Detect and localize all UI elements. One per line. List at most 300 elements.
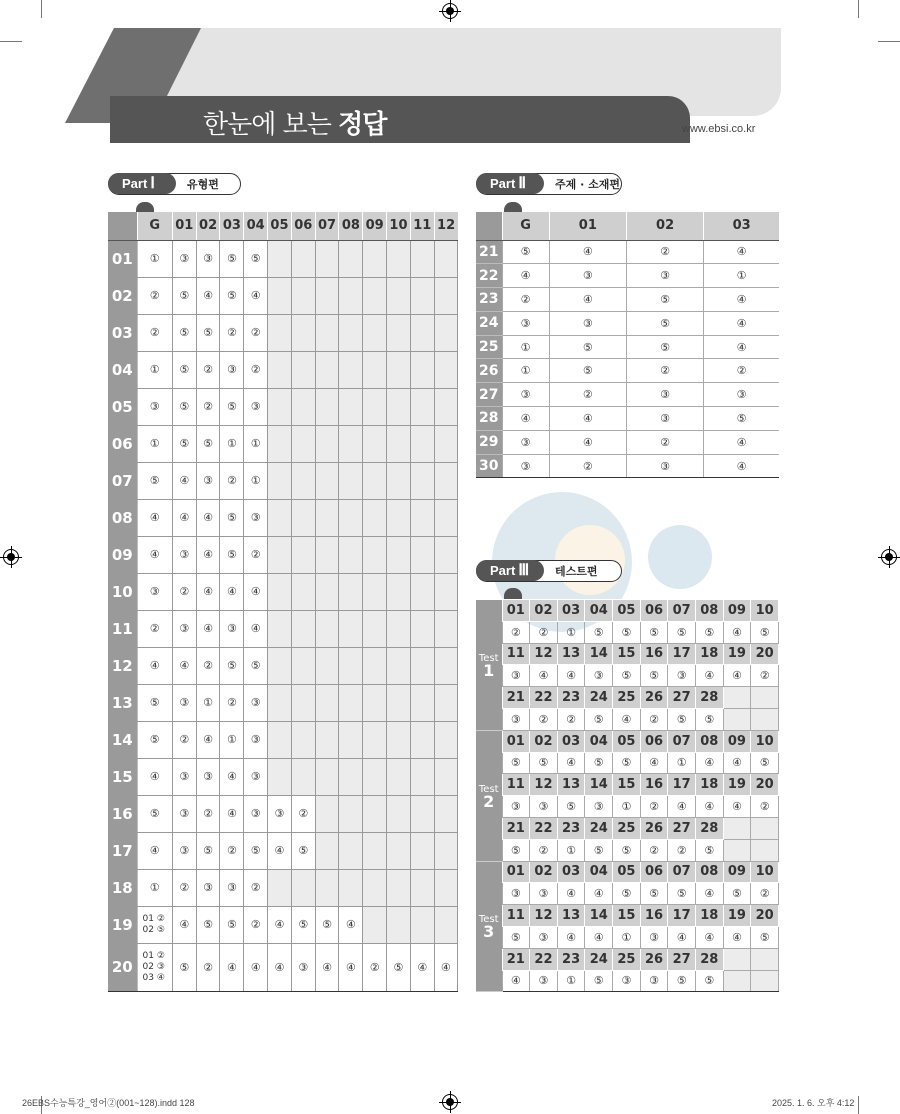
answer-cell xyxy=(434,906,457,943)
crop-mark xyxy=(858,1096,859,1114)
table-row xyxy=(476,839,779,861)
answer-cell xyxy=(291,758,315,795)
question-number: 16 xyxy=(640,643,668,665)
answer-cell: ③ xyxy=(196,462,220,499)
answer-cell: ⑤ xyxy=(613,621,641,643)
answer-cell xyxy=(268,610,292,647)
answer-cell xyxy=(339,536,363,573)
table-row xyxy=(476,861,779,883)
answer-cell: ③ xyxy=(640,926,668,948)
answer-cell xyxy=(410,832,434,869)
question-number: 10 xyxy=(751,730,779,752)
answer-cell xyxy=(387,684,411,721)
answer-cell xyxy=(434,388,457,425)
answer-cell xyxy=(339,462,363,499)
answer-cell xyxy=(339,499,363,536)
question-number: 24 xyxy=(585,817,613,839)
answer-cell: ④ xyxy=(530,665,558,687)
answer-cell: ④ xyxy=(196,499,220,536)
answer-cell: ③ xyxy=(244,721,268,758)
answer-cell xyxy=(410,610,434,647)
answer-cell xyxy=(339,351,363,388)
question-number: 16 xyxy=(640,774,668,796)
answer-cell xyxy=(268,240,292,277)
answer-cell xyxy=(363,425,387,462)
column-header: 10 xyxy=(387,212,411,240)
answer-cell: ④ xyxy=(585,883,613,905)
answer-cell: ④ xyxy=(339,906,363,943)
answer-cell xyxy=(363,906,387,943)
table-row xyxy=(108,795,458,832)
answer-cell: ⑤ xyxy=(585,839,613,861)
question-number: 20 xyxy=(751,774,779,796)
question-number: 03 xyxy=(557,730,585,752)
answer-cell xyxy=(434,240,457,277)
registration-mark-icon xyxy=(881,549,897,565)
banner-title-tab xyxy=(110,96,690,143)
answer-cell: ⑤ xyxy=(220,906,244,943)
answer-cell: ① xyxy=(220,425,244,462)
question-number: 21 xyxy=(502,687,530,709)
answer-cell: ① xyxy=(613,796,641,818)
table-row xyxy=(108,610,458,647)
table-row xyxy=(476,687,779,709)
answer-cell: ⑤ xyxy=(291,832,315,869)
answer-cell: ⑤ xyxy=(387,943,411,991)
answer-cell xyxy=(268,314,292,351)
question-number: 16 xyxy=(640,905,668,927)
answer-cell xyxy=(751,839,779,861)
row-header: 27 xyxy=(476,383,502,407)
answer-cell: ④ xyxy=(695,796,723,818)
row-header: 08 xyxy=(108,499,137,536)
answer-cell xyxy=(315,240,339,277)
question-number: 12 xyxy=(530,905,558,927)
answer-cell: ③ xyxy=(172,795,196,832)
answer-cell: ③ xyxy=(268,795,292,832)
answer-cell: ④ xyxy=(244,573,268,610)
answer-cell: ④ xyxy=(137,536,172,573)
column-header: 06 xyxy=(291,212,315,240)
answer-cell xyxy=(315,869,339,906)
answer-cell: ⑤ xyxy=(668,883,696,905)
question-number: 21 xyxy=(502,817,530,839)
answer-cell: ④ xyxy=(196,721,220,758)
answer-cell xyxy=(268,684,292,721)
answer-cell xyxy=(291,647,315,684)
answer-cell: ① xyxy=(137,351,172,388)
answer-cell xyxy=(434,721,457,758)
answer-cell: ③ xyxy=(613,970,641,992)
answer-line: 02 ⑤ xyxy=(142,924,165,935)
answer-cell xyxy=(137,906,172,943)
answer-cell xyxy=(291,240,315,277)
answer-cell: ② xyxy=(640,796,668,818)
question-number: 20 xyxy=(751,643,779,665)
question-number: 19 xyxy=(723,643,751,665)
question-number: 23 xyxy=(557,948,585,970)
answer-cell: ① xyxy=(220,721,244,758)
question-number: 05 xyxy=(613,600,641,622)
answer-cell xyxy=(410,462,434,499)
table-row xyxy=(108,388,458,425)
question-number: 28 xyxy=(695,817,723,839)
answer-cell: ⑤ xyxy=(751,621,779,643)
answer-cell xyxy=(387,795,411,832)
row-header: 29 xyxy=(476,430,502,454)
answer-cell: ④ xyxy=(244,277,268,314)
answer-cell: ② xyxy=(549,383,626,407)
answer-cell xyxy=(363,351,387,388)
answer-cell: ③ xyxy=(172,832,196,869)
answer-cell: ② xyxy=(172,869,196,906)
column-header: 08 xyxy=(339,212,363,240)
table-row xyxy=(476,948,779,970)
table-row xyxy=(476,643,779,665)
row-header: 05 xyxy=(108,388,137,425)
column-header: G xyxy=(137,212,172,240)
answer-cell xyxy=(268,758,292,795)
answer-cell: ③ xyxy=(502,883,530,905)
question-number: 11 xyxy=(502,905,530,927)
answer-cell xyxy=(410,314,434,351)
crop-mark xyxy=(0,41,22,42)
page-title: 한눈에 보는 정답 xyxy=(203,110,387,140)
answer-cell xyxy=(410,425,434,462)
answer-cell: ⑤ xyxy=(613,665,641,687)
registration-mark-icon xyxy=(442,1094,458,1110)
answer-cell xyxy=(339,573,363,610)
answer-cell xyxy=(434,351,457,388)
column-header: 02 xyxy=(196,212,220,240)
question-number: 26 xyxy=(640,817,668,839)
question-number: 22 xyxy=(530,817,558,839)
column-header: 01 xyxy=(172,212,196,240)
answer-cell: ③ xyxy=(502,796,530,818)
answer-cell: ⑤ xyxy=(502,752,530,774)
question-number: 18 xyxy=(695,774,723,796)
answer-cell xyxy=(315,684,339,721)
answer-cell: ② xyxy=(172,721,196,758)
answer-cell: ⑤ xyxy=(626,288,703,312)
answer-cell: ② xyxy=(196,795,220,832)
row-header: 30 xyxy=(476,454,502,478)
answer-cell xyxy=(434,795,457,832)
answer-cell: ⑤ xyxy=(668,708,696,730)
answer-cell: ⑤ xyxy=(626,311,703,335)
answer-cell: ④ xyxy=(196,277,220,314)
answer-cell: ④ xyxy=(137,832,172,869)
answer-cell xyxy=(291,314,315,351)
answer-cell xyxy=(387,869,411,906)
answer-cell: ④ xyxy=(695,665,723,687)
answer-cell: ⑤ xyxy=(220,536,244,573)
table-row xyxy=(476,383,779,407)
answer-cell: ② xyxy=(530,621,558,643)
answer-cell xyxy=(339,869,363,906)
table-row xyxy=(476,817,779,839)
answer-cell: ⑤ xyxy=(315,906,339,943)
answer-cell xyxy=(363,499,387,536)
answer-cell: ④ xyxy=(704,311,779,335)
answer-cell xyxy=(339,721,363,758)
question-number: 28 xyxy=(695,687,723,709)
question-number: 17 xyxy=(668,774,696,796)
answer-cell: ③ xyxy=(585,796,613,818)
question-number: 25 xyxy=(613,817,641,839)
answer-cell: ⑤ xyxy=(244,647,268,684)
answer-cell: ④ xyxy=(220,943,244,991)
test-number: 3 xyxy=(483,922,495,942)
row-header: 09 xyxy=(108,536,137,573)
row-header: 23 xyxy=(476,288,502,312)
row-header: 16 xyxy=(108,795,137,832)
answer-cell xyxy=(339,388,363,425)
table-row xyxy=(476,359,779,383)
question-number: 13 xyxy=(557,774,585,796)
question-number xyxy=(751,687,779,709)
answer-cell: ⑤ xyxy=(695,839,723,861)
answer-cell xyxy=(291,684,315,721)
question-number: 22 xyxy=(530,687,558,709)
question-number: 08 xyxy=(695,730,723,752)
answer-cell xyxy=(410,721,434,758)
answer-cell: ④ xyxy=(723,926,751,948)
answer-cell xyxy=(268,536,292,573)
question-number: 05 xyxy=(613,730,641,752)
answer-cell: ④ xyxy=(549,430,626,454)
answer-line: 01 ② xyxy=(142,950,165,961)
answer-cell xyxy=(315,499,339,536)
answer-cell xyxy=(339,314,363,351)
table-row xyxy=(476,905,779,927)
answer-cell: ① xyxy=(244,425,268,462)
answer-cell: ② xyxy=(196,647,220,684)
answer-cell: ⑤ xyxy=(613,752,641,774)
table-row xyxy=(476,600,779,622)
answer-cell xyxy=(410,906,434,943)
row-header: 14 xyxy=(108,721,137,758)
answer-cell: ③ xyxy=(502,311,549,335)
answer-cell: ② xyxy=(502,621,530,643)
question-number: 11 xyxy=(502,774,530,796)
column-header: 02 xyxy=(626,212,703,240)
column-header: 07 xyxy=(315,212,339,240)
question-number: 02 xyxy=(530,730,558,752)
answer-cell: ⑤ xyxy=(137,684,172,721)
answer-cell: ② xyxy=(291,795,315,832)
answer-cell xyxy=(410,795,434,832)
decorative-circle xyxy=(648,525,712,589)
table-row xyxy=(476,264,779,288)
answer-cell: ③ xyxy=(502,708,530,730)
answer-cell xyxy=(339,684,363,721)
answer-cell xyxy=(387,832,411,869)
answer-cell: ④ xyxy=(695,926,723,948)
row-header: 25 xyxy=(476,335,502,359)
answer-cell: ③ xyxy=(502,430,549,454)
answer-cell xyxy=(387,462,411,499)
table-row xyxy=(108,351,458,388)
answer-cell xyxy=(363,573,387,610)
question-number: 26 xyxy=(640,948,668,970)
answer-cell xyxy=(291,462,315,499)
table-row xyxy=(108,277,458,314)
test-word: Test xyxy=(478,783,499,795)
answer-cell xyxy=(434,462,457,499)
question-number: 07 xyxy=(668,861,696,883)
answer-cell: ② xyxy=(530,839,558,861)
question-number xyxy=(751,817,779,839)
table-row xyxy=(108,462,458,499)
answer-cell xyxy=(363,721,387,758)
crop-mark xyxy=(858,0,859,18)
answer-cell xyxy=(363,536,387,573)
test-label xyxy=(476,730,502,861)
answer-cell: ③ xyxy=(640,970,668,992)
footer-file-info: 26EBS수능특강_영어②(001~128).indd 128 xyxy=(22,1098,195,1108)
answer-cell: ③ xyxy=(530,796,558,818)
answer-cell: ① xyxy=(137,869,172,906)
answer-cell: ② xyxy=(751,796,779,818)
answer-cell xyxy=(339,240,363,277)
answer-cell xyxy=(434,832,457,869)
question-number xyxy=(723,817,751,839)
answer-cell: ④ xyxy=(196,536,220,573)
answer-cell: ⑤ xyxy=(220,277,244,314)
answer-cell xyxy=(363,277,387,314)
row-header: 03 xyxy=(108,314,137,351)
registration-mark-icon xyxy=(3,549,19,565)
answer-cell: ④ xyxy=(268,832,292,869)
table-row xyxy=(476,240,779,264)
question-number: 13 xyxy=(557,905,585,927)
row-header: 10 xyxy=(108,573,137,610)
table-row xyxy=(108,721,458,758)
footer-timestamp: 2025. 1. 6. 오후 4:12 xyxy=(772,1098,855,1108)
answer-cell: ④ xyxy=(668,926,696,948)
answer-cell: ③ xyxy=(244,684,268,721)
answer-cell xyxy=(315,277,339,314)
answer-cell xyxy=(410,499,434,536)
answer-cell: ④ xyxy=(695,752,723,774)
question-number: 27 xyxy=(668,948,696,970)
question-number: 23 xyxy=(557,817,585,839)
question-number: 06 xyxy=(640,861,668,883)
table-row xyxy=(476,926,779,948)
row-header: 19 xyxy=(108,906,137,943)
answer-cell xyxy=(434,684,457,721)
answer-cell xyxy=(363,462,387,499)
answer-cell: ① xyxy=(613,926,641,948)
question-number: 01 xyxy=(502,600,530,622)
question-number: 20 xyxy=(751,905,779,927)
question-number: 19 xyxy=(723,905,751,927)
table-row xyxy=(108,906,458,943)
answer-cell: ④ xyxy=(220,758,244,795)
answer-cell xyxy=(434,647,457,684)
answer-cell: ⑤ xyxy=(557,796,585,818)
answer-cell: ⑤ xyxy=(613,883,641,905)
answer-cell xyxy=(268,388,292,425)
answer-cell xyxy=(387,499,411,536)
question-number: 18 xyxy=(695,643,723,665)
answer-cell: ① xyxy=(502,359,549,383)
row-header: 21 xyxy=(476,240,502,264)
answer-cell: ③ xyxy=(220,869,244,906)
answer-cell: ⑤ xyxy=(196,906,220,943)
answer-cell xyxy=(268,721,292,758)
answer-cell xyxy=(339,795,363,832)
answer-cell: ③ xyxy=(291,943,315,991)
answer-cell: ① xyxy=(557,839,585,861)
answer-cell xyxy=(410,869,434,906)
part2-label: Part Ⅱ 주제 · 소재편 xyxy=(476,173,622,195)
answer-cell xyxy=(387,758,411,795)
answer-cell xyxy=(268,869,292,906)
answer-cell xyxy=(387,388,411,425)
answer-cell: ① xyxy=(137,425,172,462)
answer-cell: ④ xyxy=(557,665,585,687)
answer-cell: ④ xyxy=(339,943,363,991)
answer-cell xyxy=(434,758,457,795)
question-number: 19 xyxy=(723,774,751,796)
answer-cell: ① xyxy=(502,335,549,359)
answer-cell: ④ xyxy=(502,970,530,992)
answer-cell: ③ xyxy=(530,883,558,905)
answer-cell: ⑤ xyxy=(640,883,668,905)
answer-cell xyxy=(410,388,434,425)
answer-cell xyxy=(723,970,751,992)
answer-cell: ② xyxy=(704,359,779,383)
question-number: 03 xyxy=(557,600,585,622)
answer-cell xyxy=(315,647,339,684)
answer-cell: ⑤ xyxy=(220,647,244,684)
site-url: www.ebsi.co.kr xyxy=(682,123,756,135)
answer-cell xyxy=(723,708,751,730)
table-row xyxy=(476,730,779,752)
answer-cell: ⑤ xyxy=(137,721,172,758)
question-number: 28 xyxy=(695,948,723,970)
answer-cell: ④ xyxy=(549,407,626,431)
answer-cell xyxy=(137,943,172,991)
answer-cell xyxy=(315,795,339,832)
answer-cell: ④ xyxy=(137,647,172,684)
row-header: 28 xyxy=(476,407,502,431)
answer-cell: ⑤ xyxy=(244,832,268,869)
answer-cell xyxy=(434,869,457,906)
answer-cell: ② xyxy=(244,869,268,906)
table-row xyxy=(476,708,779,730)
table-row xyxy=(108,425,458,462)
question-number: 05 xyxy=(613,861,641,883)
answer-cell: ③ xyxy=(549,311,626,335)
answer-cell xyxy=(363,758,387,795)
table-row xyxy=(108,684,458,721)
question-number: 11 xyxy=(502,643,530,665)
answer-cell xyxy=(387,610,411,647)
answer-cell: ② xyxy=(640,708,668,730)
question-number xyxy=(723,687,751,709)
answer-cell: ③ xyxy=(502,665,530,687)
table-row xyxy=(476,288,779,312)
part3-answer-table xyxy=(476,599,779,992)
answer-cell xyxy=(434,573,457,610)
part1-answer-table xyxy=(108,212,458,992)
answer-cell xyxy=(363,647,387,684)
question-number: 06 xyxy=(640,600,668,622)
table-row xyxy=(476,796,779,818)
